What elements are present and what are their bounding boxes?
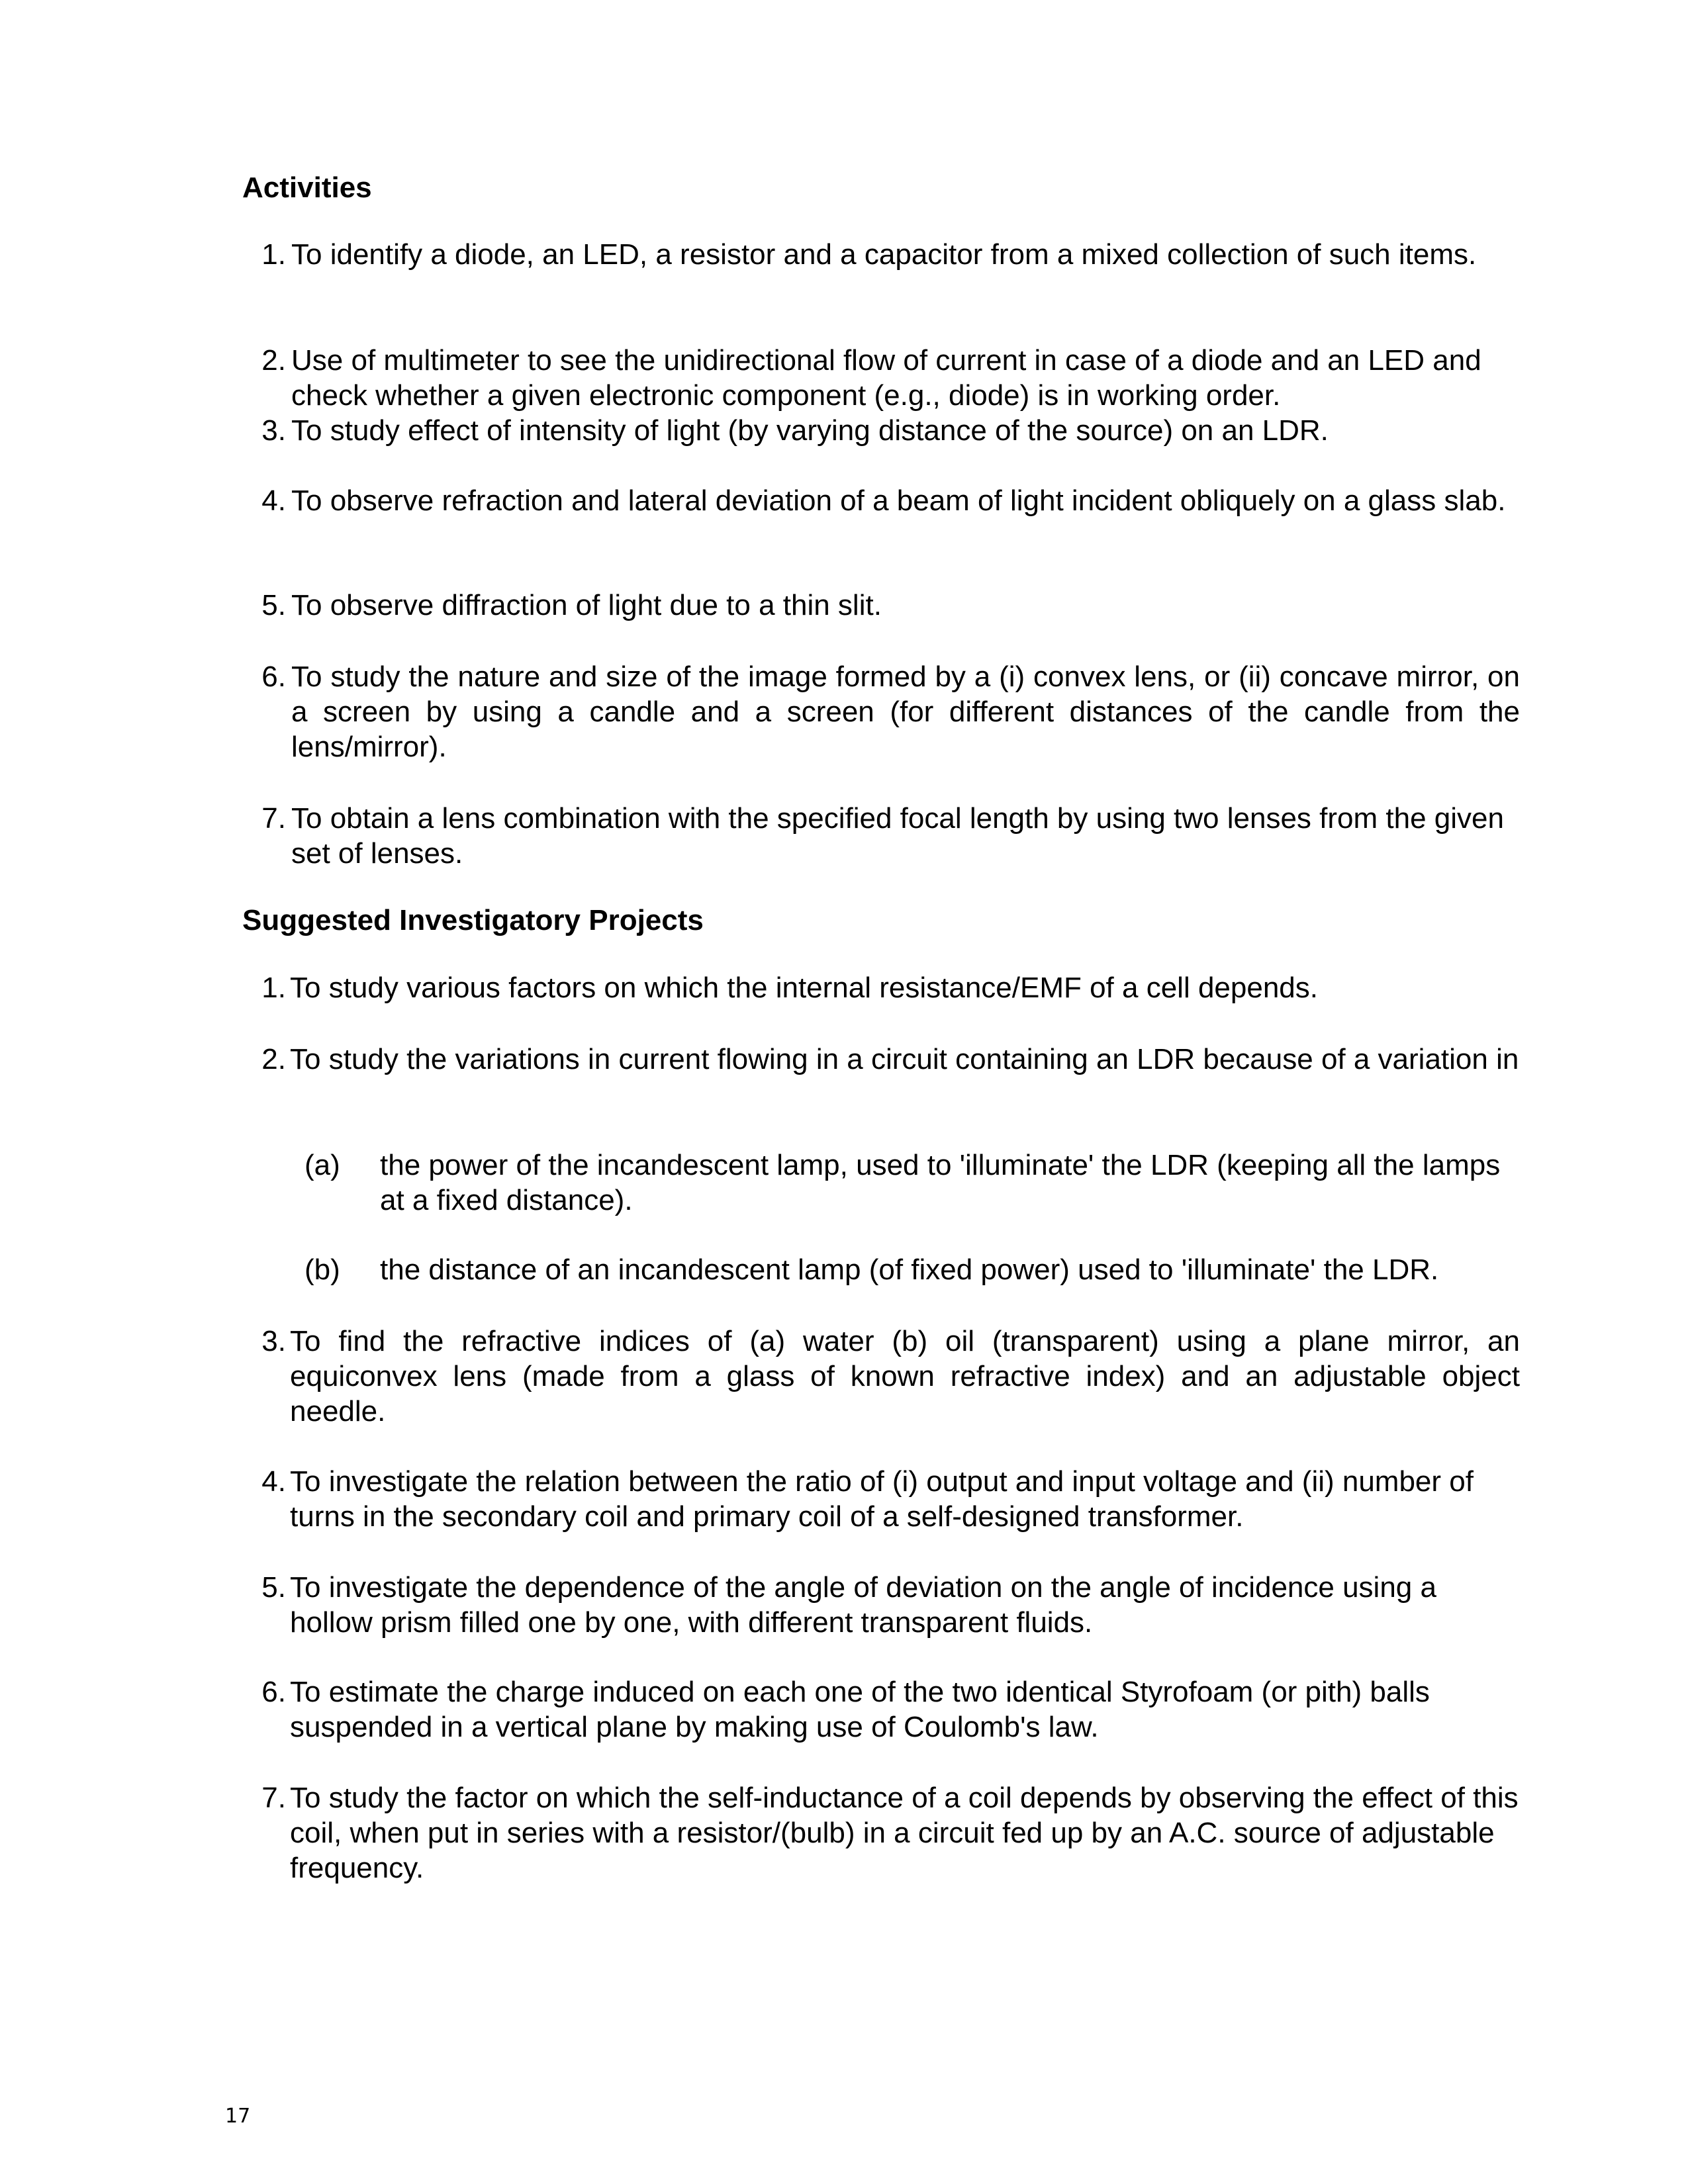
activity-number: 7. <box>261 802 286 835</box>
subitem-label: (b) <box>305 1253 340 1286</box>
subitem-text: the power of the incandescent lamp, used to 'illuminate' the LDR (keeping all the lamps at a fixed distance). <box>380 1149 1501 1216</box>
activity-text: To study effect of intensity of light (by varying distance of the source) on an LDR. <box>291 414 1329 447</box>
activity-number: 3. <box>261 414 286 447</box>
project-number: 1. <box>261 972 286 1004</box>
activity-number: 1. <box>261 238 286 271</box>
activity-text: To study the nature and size of the image formed by a (i) convex lens, or (ii) concave mirror, on a screen by using a candle and a screen (for different distances of the candle from the lens/mirror). <box>291 660 1520 763</box>
activity-number: 5. <box>261 589 286 621</box>
project-text: To investigate the relation between the ratio of (i) output and input voltage and (ii) number of turns in the secondary coil and primary coil of a self-designed transformer. <box>290 1465 1474 1533</box>
project-text: To find the refractive indices of (a) water (b) oil (transparent) using a plane mirror, an equiconvex lens (made from a glass of known refractive index) and an adjustable object needle. <box>290 1325 1520 1428</box>
activity-text: Use of multimeter to see the unidirectional flow of current in case of a diode and an LED and check whether a given electronic component (e.g., diode) is in working order. <box>291 344 1481 412</box>
project-number: 2. <box>261 1043 286 1075</box>
activity-text: To observe refraction and lateral deviation of a beam of light incident obliquely on a glass slab. <box>291 484 1506 517</box>
activity-text: To observe diffraction of light due to a thin slit. <box>291 589 882 621</box>
subitem-label: (a) <box>305 1149 340 1181</box>
projects-heading: Suggested Investigatory Projects <box>242 904 704 936</box>
page-number: 17 <box>225 2105 251 2128</box>
project-number: 5. <box>261 1571 286 1604</box>
project-number: 6. <box>261 1676 286 1708</box>
project-text: To investigate the dependence of the angle of deviation on the angle of incidence using a hollow prism filled one by one, with different transparent fluids. <box>290 1571 1436 1639</box>
activity-number: 2. <box>261 344 286 377</box>
project-number: 7. <box>261 1782 286 1814</box>
project-number: 3. <box>261 1325 286 1357</box>
activity-number: 6. <box>261 660 286 693</box>
project-text: To study the variations in current flowing in a circuit containing an LDR because of a variation in <box>290 1043 1519 1075</box>
project-text: To study the factor on which the self-inductance of a coil depends by observing the effect of this coil, when put in series with a resistor/(bulb) in a circuit fed up by an A.C. source of adjustable frequency. <box>290 1782 1519 1884</box>
project-number: 4. <box>261 1465 286 1498</box>
activities-heading: Activities <box>242 171 372 204</box>
project-text: To estimate the charge induced on each one of the two identical Styrofoam (or pith) balls suspended in a vertical plane by making use of Coulomb's law. <box>290 1676 1430 1743</box>
project-text: To study various factors on which the internal resistance/EMF of a cell depends. <box>290 972 1318 1004</box>
activity-number: 4. <box>261 484 286 517</box>
activity-text: To obtain a lens combination with the specified focal length by using two lenses from the given set of lenses. <box>291 802 1504 870</box>
subitem-text: the distance of an incandescent lamp (of fixed power) used to 'illuminate' the LDR. <box>380 1253 1439 1286</box>
activity-text: To identify a diode, an LED, a resistor and a capacitor from a mixed collection of such items. <box>291 238 1477 271</box>
